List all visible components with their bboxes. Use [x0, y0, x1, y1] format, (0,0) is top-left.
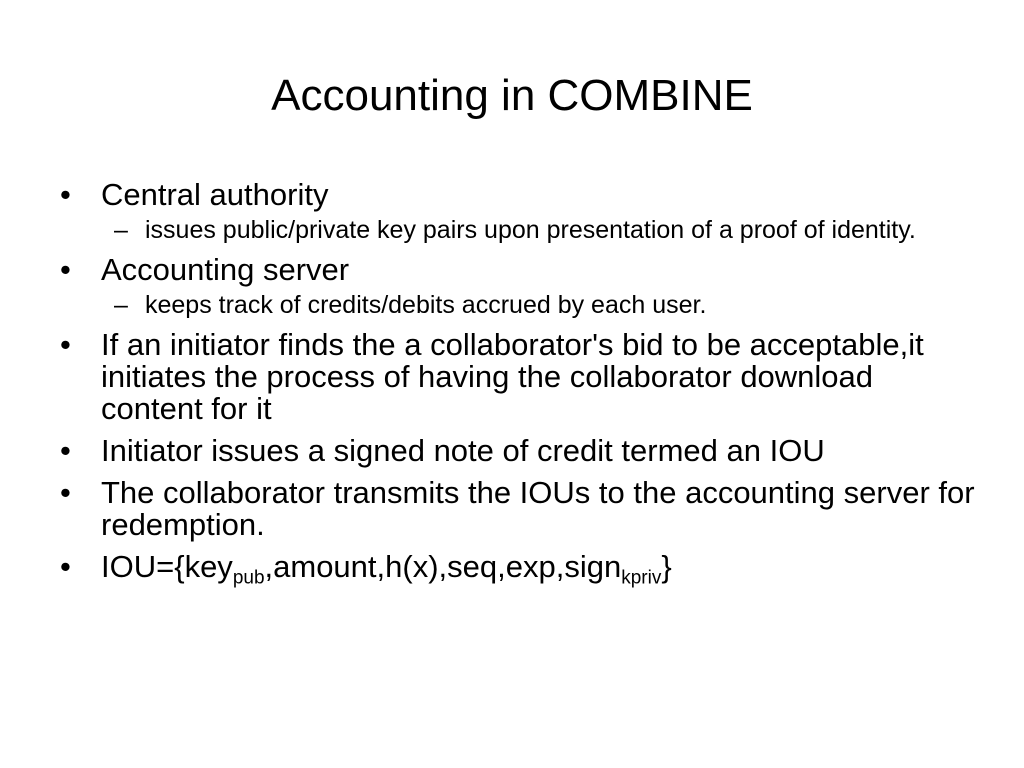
iou-subscript-kpriv: kpriv	[621, 567, 662, 589]
bullet-marker: •	[60, 475, 71, 510]
bullet-redemption	[60, 477, 980, 541]
bullet-accounting-server	[60, 254, 980, 286]
iou-formula	[101, 549, 672, 589]
iou-subscript-pub: pub	[232, 567, 265, 589]
bullet-text: If an initiator finds the a collaborator's bid to be acceptable,it initiates the process of having the collaborator download content for it	[101, 327, 924, 426]
sub-bullet-key-pairs	[60, 216, 980, 245]
bullet-text: Central authority	[101, 177, 329, 212]
bullet-initiator-bid	[60, 329, 980, 425]
sub-bullet-marker: –	[114, 216, 128, 244]
bullet-marker: •	[60, 433, 71, 468]
slide-title: Accounting in COMBINE	[271, 71, 753, 120]
bullet-marker: •	[60, 549, 71, 584]
sub-bullet-marker: –	[114, 291, 128, 319]
slide-content	[60, 179, 980, 593]
bullet-central-authority	[60, 179, 980, 211]
bullet-iou-formula	[60, 549, 980, 589]
iou-formula-part: IOU={key	[101, 549, 233, 584]
bullet-marker: •	[60, 327, 71, 362]
bullet-marker: •	[60, 177, 71, 212]
sub-bullet-text: issues public/private key pairs upon presentation of a proof of identity.	[145, 216, 916, 244]
bullet-text: The collaborator transmits the IOUs to the accounting server for redemption.	[101, 475, 975, 542]
bullet-iou-note	[60, 435, 980, 467]
sub-bullet-text: keeps track of credits/debits accrued by each user.	[145, 291, 707, 319]
iou-formula-part: ,amount,h(x),seq,exp,sign	[264, 549, 622, 584]
iou-formula-part: }	[661, 549, 672, 584]
sub-bullet-credits-debits	[60, 291, 980, 320]
bullet-text: Accounting server	[101, 252, 350, 287]
bullet-text: Initiator issues a signed note of credit termed an IOU	[101, 433, 825, 468]
bullet-marker: •	[60, 252, 71, 287]
